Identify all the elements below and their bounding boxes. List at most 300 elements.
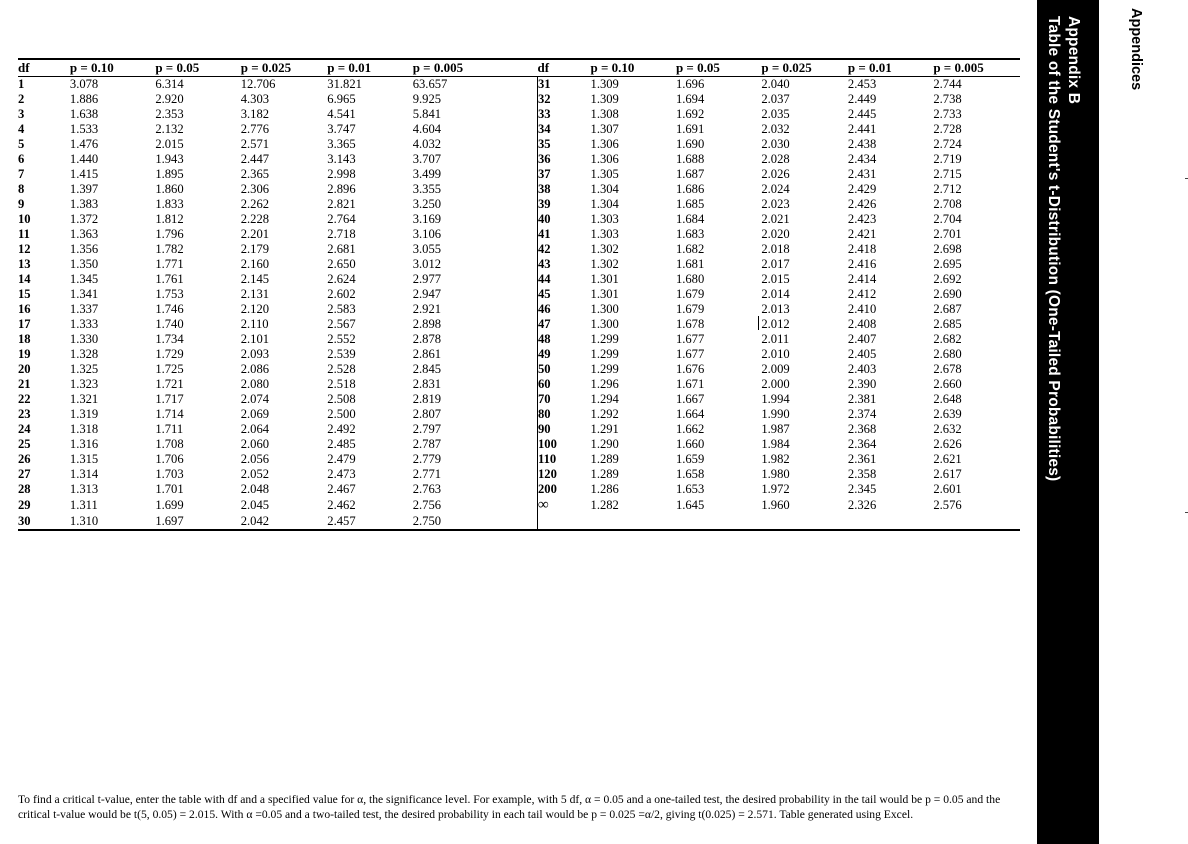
cell-right-p0005: 2.682 [933, 332, 962, 346]
cell-right-p0005: 2.704 [933, 212, 962, 226]
cell-right-p005: 1.690 [675, 137, 705, 151]
cell-left-p010: 1.337 [69, 302, 99, 316]
cell-right-df: 70 [537, 392, 590, 407]
cell-right-p0025: 2.018 [761, 242, 790, 256]
cell-left-p0025: 2.052 [240, 467, 270, 481]
table-row [18, 107, 1020, 122]
cell-right-p0005: 2.632 [933, 422, 962, 436]
cell-left-df: 8 [18, 182, 25, 196]
cell-left-p0025: 2.179 [240, 242, 270, 256]
cell-left-df: 7 [18, 167, 25, 181]
cell-right-p005: 1.691 [675, 122, 705, 136]
cell-right-df: 48 [537, 332, 590, 347]
cell-left-p0025: 2.086 [240, 362, 270, 376]
cell-right-df: 31 [537, 77, 590, 93]
cell-left-p0005: 3.106 [412, 227, 442, 241]
table-row [18, 392, 1020, 407]
cell-left-p0005: 2.797 [412, 422, 442, 436]
cell-left-p005: 1.740 [155, 317, 184, 331]
cell-left-df: 26 [18, 452, 31, 466]
cell-right-p005: 1.659 [675, 452, 705, 466]
cell-left-p010: 1.350 [69, 257, 99, 271]
cell-gap [499, 212, 537, 227]
cell-right-p010: 1.304 [590, 182, 619, 196]
cell-left-p005: 2.353 [155, 107, 184, 121]
cell-left-df: 30 [18, 514, 70, 530]
cell-right-p0025: 2.020 [761, 227, 790, 241]
cell-left-p010: 1.383 [69, 197, 99, 211]
cell-right-p005: 1.692 [675, 107, 705, 121]
cell-right-p005: 1.685 [675, 197, 705, 211]
cell-gap [499, 452, 537, 467]
cell-right-p005: 1.679 [675, 287, 705, 301]
cell-right-p010: 1.304 [590, 197, 619, 211]
cell-left-p0005: 2.750 [413, 514, 500, 530]
cell-left-p005: 1.753 [155, 287, 184, 301]
cell-left-df: 16 [18, 302, 31, 316]
cell-right-p010: 1.301 [590, 272, 619, 286]
cell-gap [499, 122, 537, 137]
cell-right-df: ∞ [537, 497, 590, 514]
cell-right-p001: 2.438 [847, 137, 877, 151]
cell-right-df: 100 [537, 437, 590, 452]
cell-right-p010: 1.302 [590, 242, 619, 256]
cell-left-p0005: 2.756 [412, 498, 442, 512]
cell-right-p001: 2.403 [847, 362, 877, 376]
cell-right-p0025 [761, 514, 848, 530]
table-row [18, 212, 1020, 227]
cell-right-p005: 1.680 [675, 272, 705, 286]
col-header-p005-left: p = 0.05 [155, 59, 240, 77]
cell-right-df: 39 [537, 197, 590, 212]
cell-right-df: 36 [537, 152, 590, 167]
cell-left-p0025: 2.093 [240, 347, 270, 361]
cell-gap [499, 377, 537, 392]
cell-right-p0005: 2.660 [933, 377, 962, 391]
footnote-line-1: To find a critical t-value, enter the table with df and a specified value for α, the significance level. For example, with 5 df, α = 0.05 and a one-tailed test, the desired probability in the tail would be [18, 793, 923, 806]
cell-left-p010: 1.316 [69, 437, 99, 451]
cell-right-p010: 1.299 [590, 332, 619, 346]
cell-right-df: 40 [537, 212, 590, 227]
cell-right-p0025: 2.015 [761, 272, 790, 286]
cell-left-p005: 1.725 [155, 362, 184, 376]
cell-right-p0005: 2.695 [933, 257, 962, 271]
table-row [18, 362, 1020, 377]
cell-left-p0025: 2.074 [240, 392, 270, 406]
cell-gap [499, 347, 537, 362]
cell-left-p001: 2.567 [327, 317, 356, 331]
cell-left-p0005: 3.012 [412, 257, 442, 271]
cell-left-p0025: 2.048 [240, 482, 270, 496]
cell-left-p005: 2.132 [155, 122, 184, 136]
cell-left-p001: 2.500 [327, 407, 356, 421]
cell-right-df: 46 [537, 302, 590, 317]
cell-right-p010: 1.286 [590, 482, 619, 496]
cell-left-p0025: 12.706 [240, 77, 276, 91]
cell-left-p0025: 2.228 [240, 212, 270, 226]
cell-right-p001: 2.445 [847, 107, 877, 121]
cell-left-p010: 1.372 [69, 212, 99, 226]
cell-left-p010: 1.638 [69, 107, 99, 121]
cell-right-df: 47 [537, 317, 590, 332]
cell-left-p0025: 2.056 [240, 452, 270, 466]
cell-right-p0005: 2.698 [933, 242, 962, 256]
cell-right-p0025: 2.017 [761, 257, 790, 271]
cell-left-p0005: 4.032 [412, 137, 442, 151]
cell-left-p001: 3.143 [327, 152, 356, 166]
cell-left-p010: 1.313 [69, 482, 99, 496]
cell-left-p001: 2.718 [327, 227, 356, 241]
cell-right-df: 34 [537, 122, 590, 137]
cell-left-p001: 2.467 [327, 482, 356, 496]
cell-right-p001: 2.441 [847, 122, 877, 136]
table-row [18, 227, 1020, 242]
cell-left-p0025: 2.365 [240, 167, 270, 181]
cell-left-p001: 2.457 [327, 514, 412, 530]
cell-left-df: 14 [18, 272, 31, 286]
cell-right-p010: 1.303 [590, 227, 619, 241]
cell-left-p001: 31.821 [327, 77, 362, 91]
cell-right-p001: 2.381 [847, 392, 877, 406]
cell-right-p0025: 2.011 [761, 332, 790, 346]
cell-left-p005: 1.771 [155, 257, 184, 271]
cell-right-p0005: 2.744 [933, 77, 962, 91]
cell-right-df: 37 [537, 167, 590, 182]
cell-right-p0005: 2.648 [933, 392, 962, 406]
cell-left-p010: 3.078 [69, 77, 99, 91]
cell-right-p0005: 2.692 [933, 272, 962, 286]
cell-right-p0005: 2.701 [933, 227, 962, 241]
cell-left-p005: 1.699 [155, 498, 184, 512]
table-row [18, 437, 1020, 452]
cell-right-p010: 1.309 [590, 92, 619, 106]
cell-right-p0005: 2.678 [933, 362, 962, 376]
cell-left-p005: 1.703 [155, 467, 184, 481]
table-footnote [18, 792, 1022, 822]
cell-left-p010: 1.341 [69, 287, 99, 301]
cell-right-p010: 1.289 [590, 467, 619, 481]
cell-gap [499, 302, 537, 317]
cell-left-p001: 2.528 [327, 362, 356, 376]
cell-right-df: 90 [537, 422, 590, 437]
cell-left-p010: 1.310 [70, 514, 155, 530]
cell-right-df: 41 [537, 227, 590, 242]
cell-left-df: 25 [18, 437, 31, 451]
cell-left-df: 27 [18, 467, 31, 481]
cell-left-p001: 2.602 [327, 287, 356, 301]
cell-left-p0005: 2.831 [412, 377, 442, 391]
cell-right-p010: 1.289 [590, 452, 619, 466]
cell-right-p010: 1.299 [590, 362, 619, 376]
cell-right-p0025: 2.024 [761, 182, 790, 196]
cell-left-p0025: 2.160 [240, 257, 270, 271]
cell-right-p001: 2.358 [847, 467, 877, 481]
cell-right-p010: 1.282 [590, 498, 619, 512]
cell-right-p005: 1.678 [675, 317, 705, 331]
cell-right-df: 110 [537, 452, 590, 467]
cell-left-p0025: 2.201 [240, 227, 270, 241]
cell-right-p005: 1.677 [675, 332, 705, 346]
cell-left-p005: 1.812 [155, 212, 184, 226]
cell-right-p001: 2.431 [847, 167, 877, 181]
cell-right-p0005: 2.685 [933, 317, 962, 331]
cell-right-p005: 1.683 [675, 227, 705, 241]
cell-left-p0025: 2.110 [240, 317, 269, 331]
cell-left-p010: 1.440 [69, 152, 99, 166]
running-head [1120, 0, 1182, 300]
cell-gap [499, 92, 537, 107]
cell-left-df: 29 [18, 498, 31, 512]
table-row [18, 497, 1020, 514]
cell-right-p010: 1.300 [590, 302, 619, 316]
cell-left-p0025: 2.571 [240, 137, 270, 151]
cell-left-df: 17 [18, 317, 31, 331]
table-row [18, 167, 1020, 182]
cell-right-p0025: 2.026 [761, 167, 790, 181]
cell-left-p001: 2.479 [327, 452, 356, 466]
cell-right-p0025: 2.032 [761, 122, 790, 136]
cell-right-p0005: 2.738 [933, 92, 962, 106]
table-row [18, 452, 1020, 467]
cell-left-df: 12 [18, 242, 31, 256]
cell-right-p001: 2.423 [847, 212, 877, 226]
appendix-side-tab [1037, 0, 1099, 844]
cell-left-p010: 1.356 [69, 242, 99, 256]
cell-left-p0005: 3.055 [412, 242, 442, 256]
cell-left-p010: 1.345 [69, 272, 99, 286]
cell-right-df: 43 [537, 257, 590, 272]
col-header-p0005-right: p = 0.005 [933, 59, 1020, 77]
cell-left-p0005: 3.169 [412, 212, 442, 226]
appendix-label: Appendix B [1065, 16, 1082, 105]
col-header-df-right: df [537, 59, 590, 77]
cell-right-p0025: 1.982 [761, 452, 790, 466]
cell-left-df: 20 [18, 362, 31, 376]
cell-right-p005 [676, 514, 761, 530]
cell-right-p0005: 2.601 [933, 482, 962, 496]
table [18, 58, 1020, 531]
cell-left-p001: 3.365 [327, 137, 356, 151]
cell-left-p001: 2.764 [327, 212, 356, 226]
cell-right-p0025: 2.013 [761, 302, 790, 316]
cell-right-p0005: 2.715 [933, 167, 962, 181]
cell-right-p0005: 2.639 [933, 407, 962, 421]
cell-left-df: 13 [18, 257, 31, 271]
cell-left-df: 1 [18, 77, 25, 91]
cell-right-p0025: 2.040 [761, 77, 790, 91]
cell-left-df: 18 [18, 332, 31, 346]
cell-right-p001: 2.418 [847, 242, 877, 256]
cell-left-p0005: 3.250 [412, 197, 442, 211]
cell-right-p0005: 2.708 [933, 197, 962, 211]
cell-left-p0025: 2.045 [240, 498, 270, 512]
cell-gap [499, 77, 537, 93]
table-header [18, 59, 1020, 77]
cell-gap [499, 242, 537, 257]
cell-right-df: 35 [537, 137, 590, 152]
table-row [18, 92, 1020, 107]
cell-gap [499, 197, 537, 212]
cell-right-p001: 2.361 [847, 452, 877, 466]
cell-left-p0025: 2.080 [240, 377, 270, 391]
cell-right-p001: 2.426 [847, 197, 877, 211]
cell-gap [499, 362, 537, 377]
cell-left-df: 4 [18, 122, 25, 136]
cell-right-p0005: 2.712 [933, 182, 962, 196]
cell-left-p001: 4.541 [327, 107, 356, 121]
cell-left-p005: 1.721 [155, 377, 184, 391]
cell-left-p005: 1.746 [155, 302, 184, 316]
cell-left-p010: 1.321 [69, 392, 99, 406]
cell-left-p0005: 2.819 [412, 392, 442, 406]
cell-right-p001: 2.408 [847, 317, 877, 331]
cell-left-p0005: 2.763 [412, 482, 442, 496]
cell-left-p010: 1.415 [69, 167, 99, 181]
cell-right-df [537, 514, 590, 530]
table-row [18, 122, 1020, 137]
appendix-title: Table of the Student's t-Distribution (One-Tailed Probabilities) [1045, 16, 1062, 482]
cell-gap [499, 137, 537, 152]
cell-right-p010: 1.306 [590, 152, 619, 166]
cell-left-p005: 1.717 [155, 392, 184, 406]
cell-gap [499, 392, 537, 407]
cell-left-df: 19 [18, 347, 31, 361]
col-header-df-left: df [18, 59, 70, 77]
cell-right-p005: 1.686 [675, 182, 705, 196]
cell-right-p0005: 2.728 [933, 122, 962, 136]
cell-left-p005: 1.761 [155, 272, 184, 286]
cell-left-p0005: 2.771 [412, 467, 442, 481]
appendix-side-tab-text [1037, 0, 1099, 844]
table-row [18, 182, 1020, 197]
cell-left-p0005: 2.807 [412, 407, 442, 421]
col-header-p001-right: p = 0.01 [848, 59, 933, 77]
cell-left-p001: 2.508 [327, 392, 356, 406]
cell-left-p0025: 2.069 [240, 407, 270, 421]
cell-left-p005: 1.711 [155, 422, 184, 436]
cell-right-p0005: 2.690 [933, 287, 962, 301]
table-row [18, 407, 1020, 422]
cell-left-p005: 1.701 [155, 482, 184, 496]
cell-left-p001: 3.747 [327, 122, 356, 136]
cell-gap [499, 152, 537, 167]
cell-left-p0005: 3.707 [412, 152, 442, 166]
cell-left-df: 22 [18, 392, 31, 406]
cell-right-p001: 2.364 [847, 437, 877, 451]
cell-left-df: 6 [18, 152, 25, 166]
cell-right-p0025: 1.994 [761, 392, 790, 406]
cell-right-df: 50 [537, 362, 590, 377]
cell-right-df: 200 [537, 482, 590, 497]
table-row [18, 347, 1020, 362]
cell-right-p005: 1.645 [675, 498, 705, 512]
cell-right-p010: 1.290 [590, 437, 619, 451]
cell-left-p005: 1.708 [155, 437, 184, 451]
cell-left-df: 21 [18, 377, 31, 391]
cell-right-df: 120 [537, 467, 590, 482]
cell-right-p0025: 2.009 [761, 362, 790, 376]
cell-left-p010: 1.319 [69, 407, 99, 421]
cell-right-df: 80 [537, 407, 590, 422]
cell-right-p005: 1.658 [675, 467, 705, 481]
cell-right-p0025: 1.984 [761, 437, 790, 451]
table-row [18, 272, 1020, 287]
cell-right-p010: 1.299 [590, 347, 619, 361]
cell-left-p001: 2.492 [327, 422, 356, 436]
running-head-text: Appendices [1128, 8, 1144, 91]
cell-left-p001: 2.552 [327, 332, 356, 346]
cell-right-p005: 1.694 [675, 92, 705, 106]
cell-left-df: 10 [18, 212, 31, 226]
cell-gap [499, 422, 537, 437]
table-row [18, 332, 1020, 347]
cell-right-p010: 1.294 [590, 392, 619, 406]
cell-left-p005: 1.943 [155, 152, 184, 166]
cell-left-p001: 2.821 [327, 197, 356, 211]
cell-right-p001: 2.416 [847, 257, 877, 271]
cell-right-p005: 1.653 [675, 482, 705, 496]
cell-left-p005: 2.920 [155, 92, 184, 106]
cell-left-p001: 2.473 [327, 467, 356, 481]
cell-left-p0005: 2.861 [412, 347, 442, 361]
cell-right-p001: 2.368 [847, 422, 877, 436]
table-row [18, 377, 1020, 392]
cell-gap [499, 437, 537, 452]
cell-left-p010: 1.886 [69, 92, 99, 106]
cell-left-p0005: 4.604 [412, 122, 442, 136]
cell-right-p010: 1.301 [590, 287, 619, 301]
cell-right-p001: 2.345 [847, 482, 877, 496]
cell-right-p001: 2.434 [847, 152, 877, 166]
cell-right-p0025: 2.010 [761, 347, 790, 361]
cell-left-p0025: 2.447 [240, 152, 270, 166]
cell-right-p010: 1.300 [590, 317, 619, 331]
cell-right-p0025: 2.012 [761, 317, 848, 332]
cell-right-p005: 1.667 [675, 392, 705, 406]
cell-left-df: 2 [18, 92, 25, 106]
cell-left-p0005: 2.898 [412, 317, 442, 331]
cell-right-df: 33 [537, 107, 590, 122]
cell-right-p010: 1.306 [590, 137, 619, 151]
cell-gap [499, 317, 537, 332]
cell-right-p005: 1.676 [675, 362, 705, 376]
cell-left-p0025: 2.262 [240, 197, 270, 211]
cell-right-p005: 1.687 [675, 167, 705, 181]
cell-left-p005: 1.729 [155, 347, 184, 361]
cell-left-p010: 1.318 [69, 422, 99, 436]
cell-left-p0025: 4.303 [240, 92, 270, 106]
cell-right-p001: 2.449 [847, 92, 877, 106]
cell-left-p0005: 2.845 [412, 362, 442, 376]
cell-left-p005: 1.796 [155, 227, 184, 241]
cell-right-p005: 1.677 [675, 347, 705, 361]
cell-left-p010: 1.311 [69, 498, 98, 512]
cell-left-p0005: 2.787 [412, 437, 442, 451]
cell-right-p005: 1.684 [675, 212, 705, 226]
cell-left-p010: 1.325 [69, 362, 99, 376]
cell-right-p010: 1.305 [590, 167, 619, 181]
col-header-p005-right: p = 0.05 [676, 59, 761, 77]
cell-right-p001: 2.421 [847, 227, 877, 241]
cell-right-p005: 1.696 [675, 77, 705, 91]
cell-left-p005: 1.782 [155, 242, 184, 256]
cell-left-p0005: 9.925 [412, 92, 442, 106]
cell-right-p0025: 2.014 [761, 287, 790, 301]
cell-right-p005: 1.688 [675, 152, 705, 166]
cell-left-p010: 1.397 [69, 182, 99, 196]
cell-left-p005: 1.714 [155, 407, 184, 421]
cell-gap [499, 227, 537, 242]
